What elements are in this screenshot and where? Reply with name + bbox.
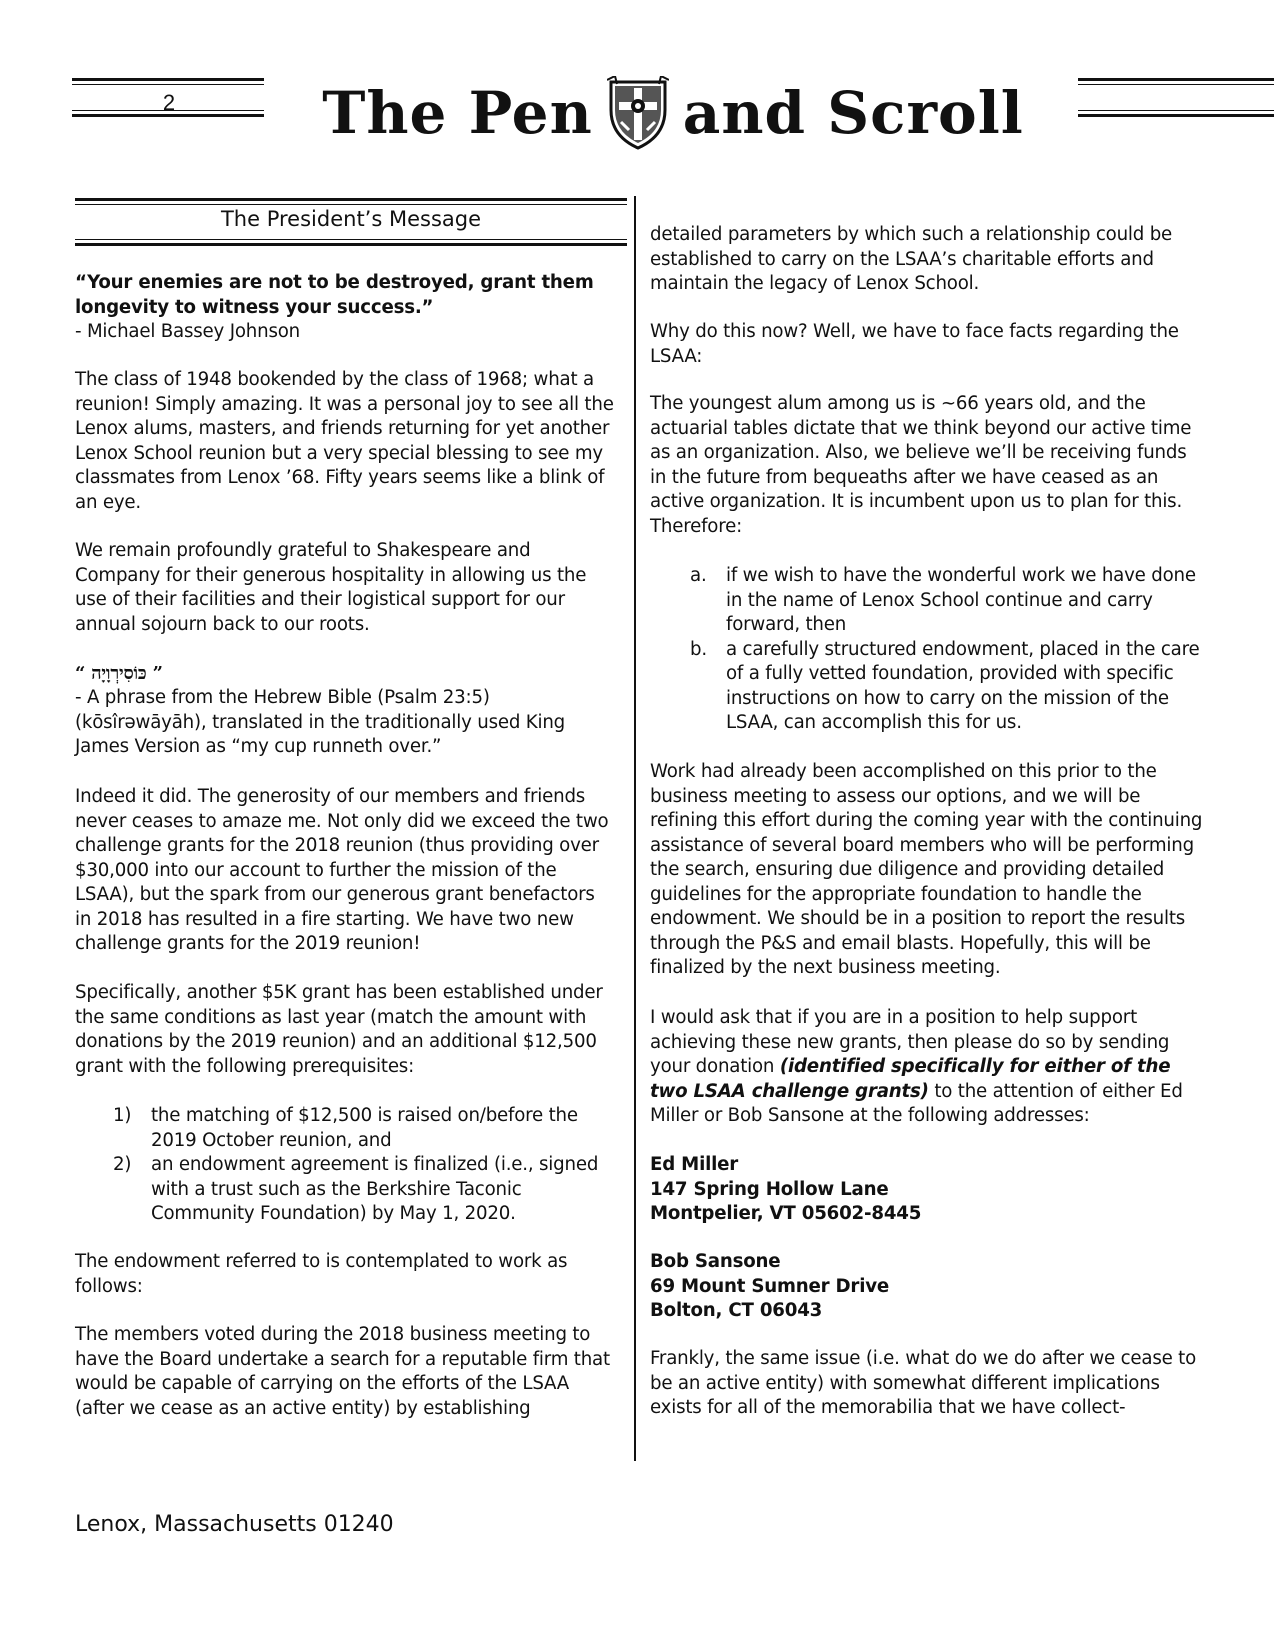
list-item-text: the matching of $12,500 is raised on/before the 2019 October reunion, and bbox=[151, 1105, 578, 1151]
mailing-address-bob-sansone bbox=[650, 1250, 1205, 1324]
paragraph: Frankly, the same issue (i.e. what do we do after we cease to be an active entity) with somewhat different implications exists for all of the memorabilia that we have collect- bbox=[650, 1348, 1197, 1418]
hebrew-phrase: “ כּוֹסִירְוָיָה ” bbox=[75, 663, 163, 684]
rationale-list bbox=[650, 564, 1205, 736]
mailing-address-ed-miller bbox=[650, 1153, 1205, 1227]
column-divider bbox=[634, 196, 636, 1461]
donation-text: I would ask that if you are in a position to help support achieving these new grants, then please do so by sending your donation bbox=[650, 1007, 1170, 1077]
address-city: Bolton, CT 06043 bbox=[650, 1300, 823, 1321]
paragraph: Indeed it did. The generosity of our members and friends never ceases to amaze me. Not only did we exceed the two challenge grants for the 2018 reunion (thus providing over $30,000 into our account to further the mission of the LSAA), but the spark from our generous grant benefactors in 2018 has resulted in a fire starting. We have two new challenge grants for the 2019 reunion! bbox=[75, 786, 609, 954]
section-header bbox=[75, 198, 627, 254]
newsletter-title bbox=[270, 68, 1076, 158]
masthead-right-rules bbox=[1078, 78, 1274, 117]
list-item bbox=[75, 1153, 615, 1227]
list-marker: 1) bbox=[113, 1105, 132, 1126]
paragraph: The members voted during the 2018 business meeting to have the Board undertake a search for a reputable firm that would be capable of carrying on the efforts of the LSAA (after we cease as an active entity) by establishing bbox=[75, 1324, 610, 1419]
donation-text-end: to the attention of either Ed Miller or Bob Sansone at the following addresses: bbox=[650, 1080, 1183, 1126]
title-right: and Scroll bbox=[682, 79, 1024, 147]
prerequisites-list bbox=[75, 1104, 615, 1227]
paragraph: Why do this now? Well, we have to face facts regarding the LSAA: bbox=[650, 321, 1179, 367]
address-street: 69 Mount Sumner Drive bbox=[650, 1275, 890, 1297]
title-left: The Pen bbox=[322, 79, 593, 147]
list-item-text: an endowment agreement is finalized (i.e., signed with a trust such as the Berkshire Taconic Community Foundation) by May 1, 2020. bbox=[151, 1154, 599, 1224]
footer-address: Lenox, Massachusetts 01240 bbox=[75, 1512, 394, 1537]
masthead bbox=[72, 74, 1202, 164]
list-marker: 2) bbox=[113, 1154, 132, 1175]
paragraph: We remain profoundly grateful to Shakespeare and Company for their generous hospitality in allowing us the use of their facilities and their logistical support for our annual sojourn back to our roots. bbox=[75, 540, 587, 635]
paragraph: The youngest alum among us is ~66 years old, and the actuarial tables dictate that we think beyond our active time as an organization. Also, we believe we’ll be receiving funds in the future from bequeaths after we have ceased as an active organization. It is incumbent upon us to plan for this. Therefore: bbox=[650, 393, 1192, 537]
section-title: The President’s Message bbox=[220, 207, 482, 231]
list-item-text: a carefully structured endowment, placed in the care of a fully vetted foundation, provided with specific instructions on how to carry on the mission of the LSAA, can accomplish this for us. bbox=[726, 638, 1200, 733]
page-number: 2 bbox=[162, 90, 176, 115]
donation-paragraph bbox=[650, 1006, 1205, 1129]
list-item-text: if we wish to have the wonderful work we have done in the name of Lenox School continue and carry forward, then bbox=[726, 565, 1196, 635]
address-name: Bob Sansone bbox=[650, 1251, 781, 1272]
donation-emphasis: (identified specifically for either of the two LSAA challenge grants) bbox=[650, 1056, 1171, 1102]
crest-icon bbox=[607, 76, 669, 150]
paragraph: detailed parameters by which such a relationship could be established to carry on the LSAA’s charitable efforts and maintain the legacy of Lenox School. bbox=[650, 224, 1173, 294]
paragraph: Specifically, another $5K grant has been established under the same conditions as last year (match the amount with donations by the 2019 reunion) and an additional $12,500 grant with the following prerequisites: bbox=[75, 982, 603, 1077]
address-name: Ed Miller bbox=[650, 1154, 739, 1175]
list-marker: b. bbox=[690, 638, 707, 660]
hebrew-note: - A phrase from the Hebrew Bible (Psalm 23:5) (kōsîrəwāyāh), translated in the traditionally used King James Version as “my cup runneth over.” bbox=[75, 687, 566, 757]
paragraph: Work had already been accomplished on this prior to the business meeting to assess our options, and we will be refining this effort during the coming year with the continuing assistance of several board members who will be performing the search, ensuring due diligence and providing detailed guidelines for the appropriate foundation to handle the endowment. We should be in a position to report the results through the P&S and email blasts. Hopefully, this will be finalized by the next business meeting. bbox=[650, 761, 1203, 978]
list-marker: a. bbox=[690, 565, 707, 586]
list-item bbox=[75, 1104, 615, 1153]
list-item bbox=[650, 638, 1205, 736]
quote-author: - Michael Bassey Johnson bbox=[75, 321, 300, 342]
paragraph: The class of 1948 bookended by the class of 1968; what a reunion! Simply amazing. It was a personal joy to see all the Lenox alums, masters, and friends returning for yet another Lenox School reunion but a very special blessing to see my classmates from Lenox ’68. Fifty years seems like a blink of an eye. bbox=[75, 369, 614, 513]
address-street: 147 Spring Hollow Lane bbox=[650, 1178, 889, 1200]
opening-quote: “Your enemies are not to be destroyed, grant them longevity to witness your success.” bbox=[75, 272, 594, 318]
address-city: Montpelier, VT 05602-8445 bbox=[650, 1203, 922, 1224]
list-item bbox=[650, 564, 1205, 638]
paragraph: The endowment referred to is contemplated to work as follows: bbox=[75, 1251, 568, 1297]
